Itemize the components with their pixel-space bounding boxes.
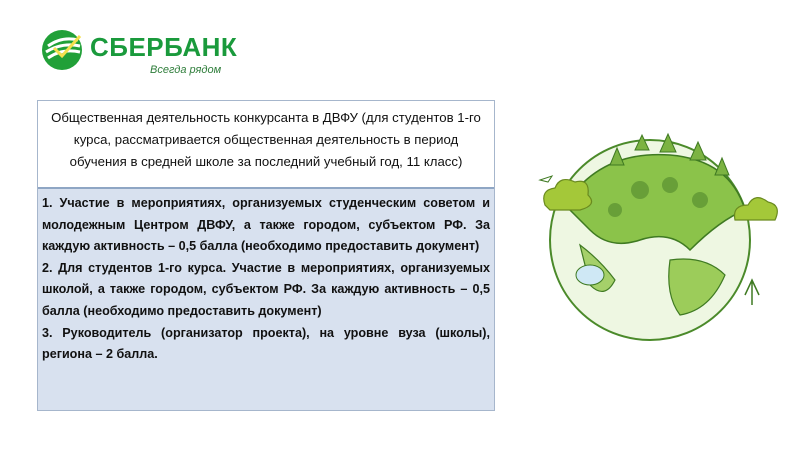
brand-name: СБЕРБАНК — [90, 32, 238, 62]
table-body — [38, 189, 494, 410]
list-item: 1. Участие в мероприятиях, организуемых студенческим советом и молодежным Центром ДВФУ, а также городом, субъектом РФ. За каждую активность – 0,5 балла (необходимо предоставить документ) — [42, 196, 490, 254]
table-header: Общественная деятельность конкурсанта в ДВФУ (для студентов 1-го курса, рассматривается общественная деятельность в период обучения в средней школе за последний учебный год, 11 класс) — [38, 101, 494, 189]
brand-tagline: Всегда рядом — [150, 64, 222, 76]
list-item: 2. Для студентов 1-го курса. Участие в мероприятиях, организуемых школой, а также городом, субъектом РФ. За каждую активность – 0,5 балла (необходимо предоставить документ) — [42, 260, 490, 318]
info-table — [37, 100, 495, 411]
sberbank-logo — [40, 28, 240, 78]
sberbank-logo-icon — [40, 28, 84, 72]
list-item: 3. Руководитель (организатор проекта), на уровне вуза (школы), региона – 2 балла. — [42, 325, 490, 362]
green-globe-illustration-icon — [520, 110, 780, 350]
